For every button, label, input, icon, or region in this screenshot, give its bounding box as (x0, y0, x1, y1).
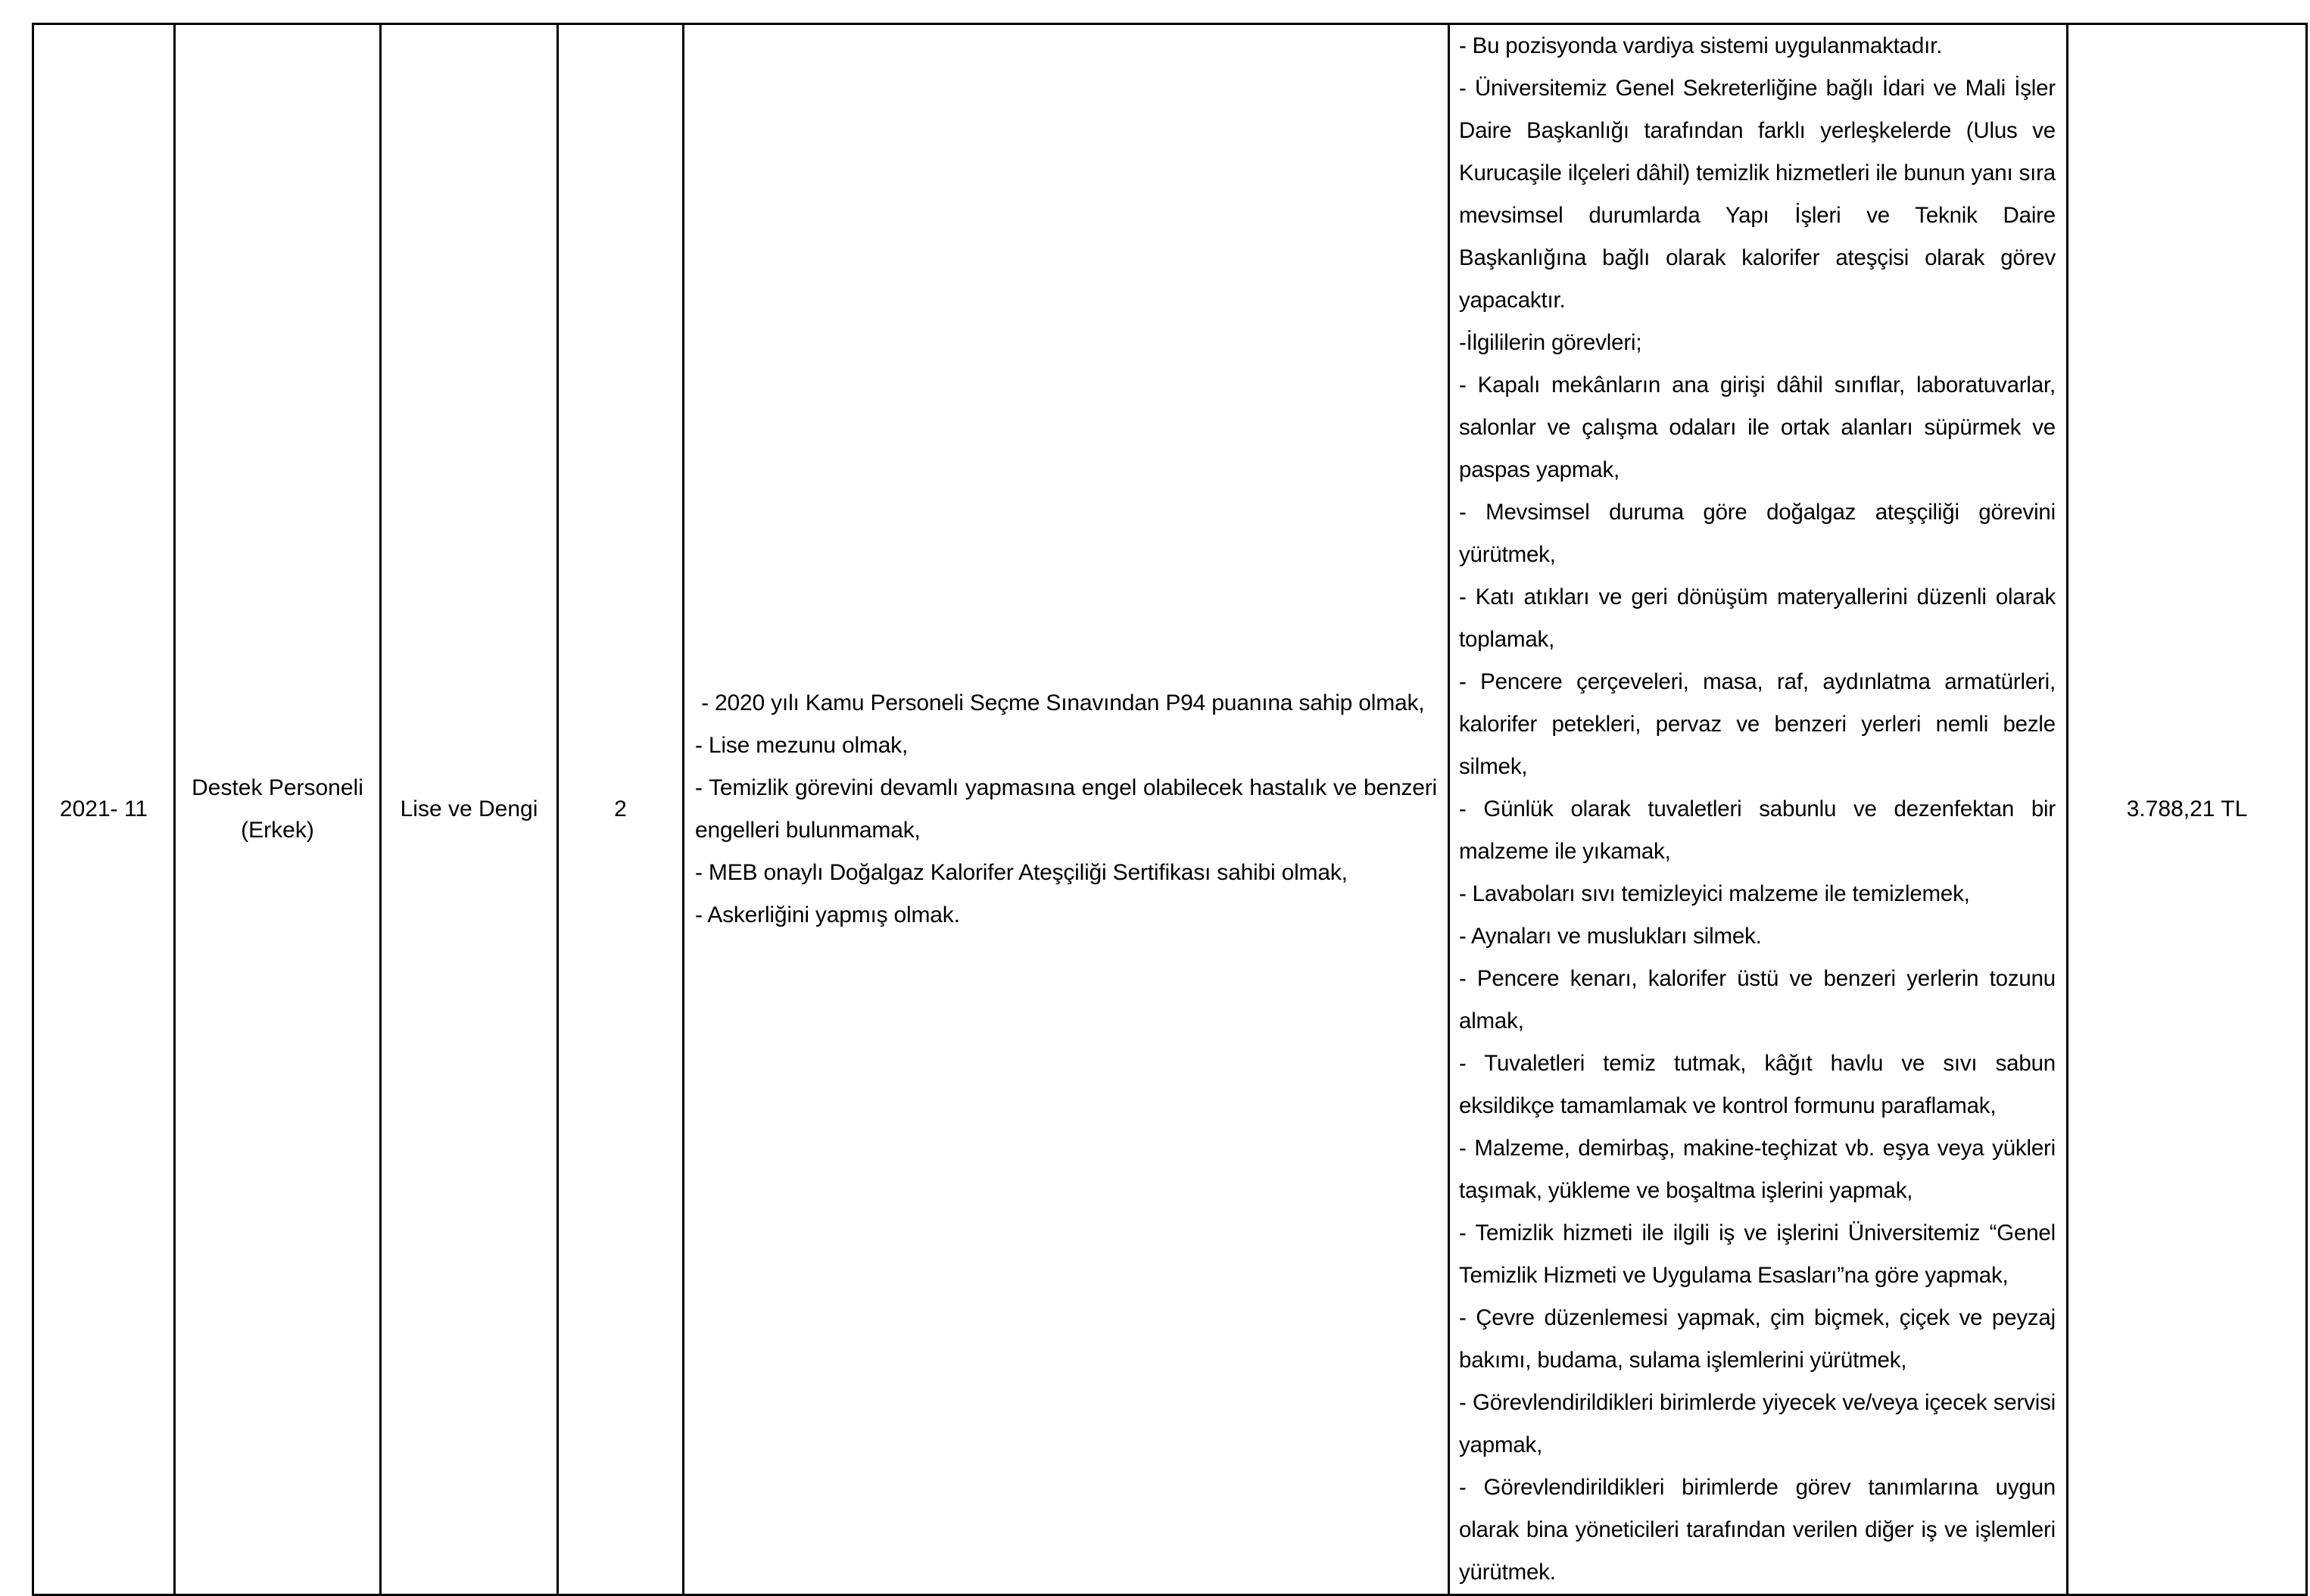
duty-item: - Çevre düzenlemesi yapmak, çim biçmek, çiçek ve peyzaj bakımı, budama, sulama işlemlerini yürütmek, (1459, 1305, 2056, 1373)
table-row (33, 24, 2307, 1595)
requirements-cell (684, 24, 1449, 1595)
duty-item: - Katı atıkları ve geri dönüşüm materyallerini düzenli olarak toplamak, (1459, 584, 2056, 652)
duty-item: - Görevlendirildikleri birimlerde yiyecek ve/veya içecek servisi yapmak, (1459, 1390, 2056, 1457)
duty-item: - Günlük olarak tuvaletleri sabunlu ve dezenfektan bir malzeme ile yıkamak, (1459, 796, 2056, 864)
requirement-item: - Lise mezunu olmak, (695, 733, 909, 758)
position-count: 2 (614, 796, 627, 821)
position-code: 2021- 11 (59, 796, 148, 821)
duty-item: - Bu pozisyonda vardiya sistemi uygulanmaktadır. (1459, 33, 1943, 58)
duty-item: - Görevlendirildikleri birimlerde görev tanımlarına uygun olarak bina yöneticileri tarafından verilen diğer iş ve işlemleri yürütmek. (1459, 1475, 2056, 1585)
duty-item: - Pencere çerçeveleri, masa, raf, aydınlatma armatürleri, kalorifer petekleri, pervaz ve benzeri yerleri nemli bezle silmek, (1459, 669, 2056, 779)
duty-item: - Mevsimsel duruma göre doğalgaz ateşçiliği görevini yürütmek, (1459, 500, 2056, 567)
duty-item: - Tuvaletleri temiz tutmak, kâğıt havlu ve sıvı sabun eksildikçe tamamlamak ve kontrol formunu paraflamak, (1459, 1051, 2056, 1118)
education-level-cell (381, 24, 558, 1595)
requirement-item: - MEB onaylı Doğalgaz Kalorifer Ateşçiliği Sertifikası sahibi olmak, (695, 860, 1348, 885)
duty-item: - Aynaları ve muslukları silmek. (1459, 924, 1762, 949)
duty-item: - Üniversitemiz Genel Sekreterliğine bağlı İdari ve Mali İşler Daire Başkanlığı tarafından farklı yerleşkelerde (Ulus ve Kurucaşile ilçeleri dâhil) temizlik hizmetleri ile bunun yanı sıra mevsimsel durumlarda Yapı İşleri ve Teknik Daire Başkanlığına bağlı olarak kalorifer ateşçisi olarak görev yapacaktır. (1459, 76, 2056, 313)
position-title-line-2: (Erkek) (241, 818, 314, 843)
requirement-item: - Askerliğini yapmış olmak. (695, 902, 960, 927)
duty-item: - Lavaboları sıvı temizleyici malzeme ile temizlemek, (1459, 881, 1970, 906)
duty-item: - Malzeme, demirbaş, makine-teçhizat vb. eşya veya yükleri taşımak, yükleme ve boşaltma işlerini yapmak, (1459, 1136, 2056, 1203)
position-count-cell (558, 24, 684, 1595)
position-code-cell (33, 24, 175, 1595)
position-table (32, 23, 2308, 1596)
duty-item: -İlgililerin görevleri; (1459, 330, 1642, 355)
duties-cell (1449, 24, 2068, 1595)
position-title-line-1: Destek Personeli (192, 775, 363, 800)
salary-cell (2068, 24, 2307, 1595)
requirement-item: - Temizlik görevini devamlı yapmasına engel olabilecek hastalık ve benzeri engelleri bulunmamak, (695, 775, 1437, 843)
duty-item: - Pencere kenarı, kalorifer üstü ve benzeri yerlerin tozunu almak, (1459, 966, 2056, 1033)
duty-item: - Temizlik hizmeti ile ilgili iş ve işlerini Üniversitemiz “Genel Temizlik Hizmeti ve Uygulama Esasları”na göre yapmak, (1459, 1220, 2056, 1288)
requirement-item: - 2020 yılı Kamu Personeli Seçme Sınavından P94 puanına sahip olmak, (695, 690, 1425, 715)
salary-amount: 3.788,21 TL (2126, 796, 2248, 821)
duty-item: - Kapalı mekânların ana girişi dâhil sınıflar, laboratuvarlar, salonlar ve çalışma odaları ile ortak alanları süpürmek ve paspas yapmak, (1459, 373, 2056, 482)
education-level: Lise ve Dengi (400, 796, 538, 821)
position-title-cell (175, 24, 381, 1595)
